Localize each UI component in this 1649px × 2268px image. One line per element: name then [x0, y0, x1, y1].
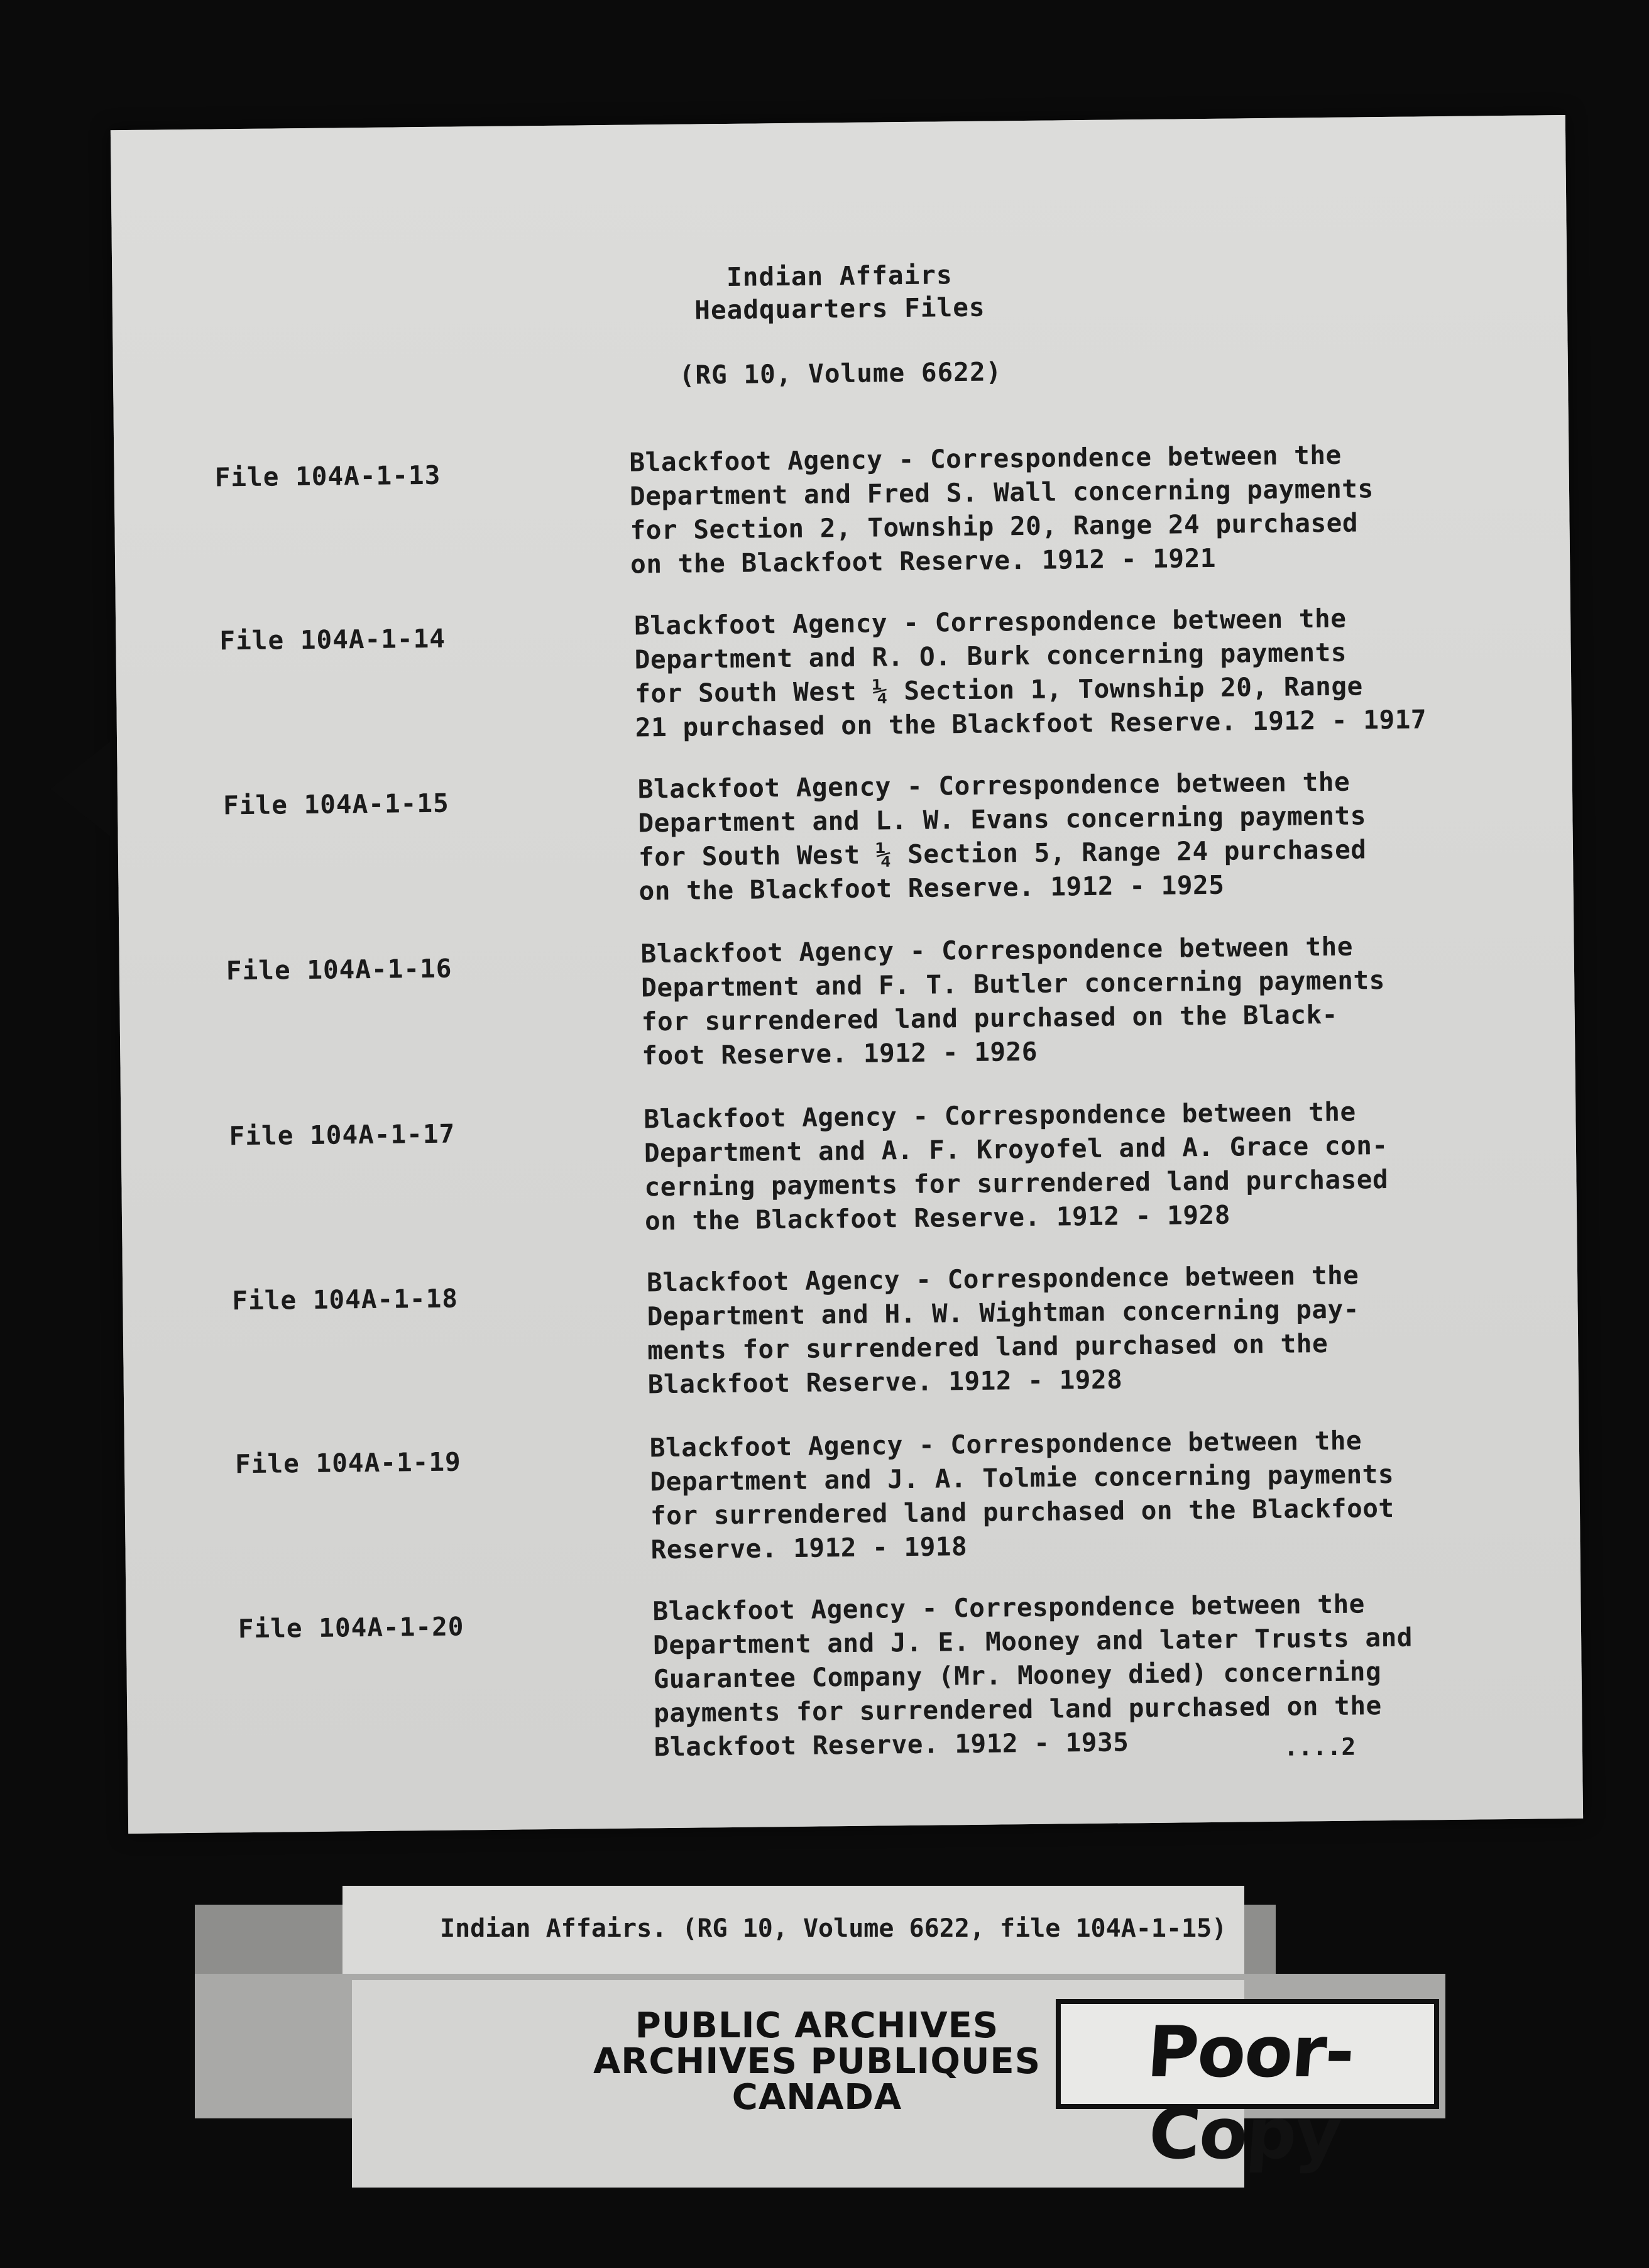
description-line: on the Blackfoot Reserve. 1912 - 1928	[644, 1199, 1231, 1236]
description-line: Department and J. E. Mooney and later Trusts and	[652, 1622, 1413, 1661]
header-title: Indian Affairs	[726, 260, 953, 292]
file-description	[634, 600, 1427, 744]
description-line: Blackfoot Agency - Correspondence between the	[637, 766, 1350, 805]
description-line: for surrendered land purchased on the Black-	[641, 999, 1339, 1037]
header-volume: (RG 10, Volume 6622)	[679, 356, 1002, 390]
poor-copy-note: Poor-Copy	[1144, 2012, 1356, 2175]
description-line: 21 purchased on the Blackfoot Reserve. 1912 - 1917	[635, 704, 1427, 743]
description-line: Department and L. W. Evans concerning payments	[638, 800, 1367, 839]
description-line: Blackfoot Reserve. 1912 - 1928	[647, 1364, 1123, 1400]
description-line: payments for surrendered land purchased on the	[654, 1690, 1382, 1729]
archive-stamp-line: ARCHIVES PUBLIQUES	[593, 2041, 1041, 2082]
description-line: Guarantee Company (Mr. Mooney died) concerning	[653, 1656, 1382, 1695]
file-description	[650, 1423, 1395, 1566]
description-line: on the Blackfoot Reserve. 1912 - 1925	[638, 869, 1225, 906]
description-line: Department and J. A. Tolmie concerning payments	[650, 1458, 1394, 1497]
description-line: Blackfoot Agency - Correspondence between the	[649, 1425, 1362, 1463]
description-line: Department and F. T. Butler concerning payments	[640, 965, 1386, 1003]
pointer-arrow-icon	[50, 742, 110, 836]
file-description	[644, 1094, 1389, 1238]
file-number: File 104A-1-19	[234, 1446, 461, 1480]
file-number: File 104A-1-20	[238, 1611, 464, 1644]
description-line: for Section 2, Township 20, Range 24 purchased	[630, 507, 1359, 546]
file-number: File 104A-1-13	[214, 460, 441, 493]
description-line: Blackfoot Agency - Correspondence between the	[629, 439, 1342, 478]
file-number: File 104A-1-15	[222, 788, 449, 821]
description-line: Blackfoot Agency - Correspondence between the	[646, 1260, 1359, 1298]
description-line: Blackfoot Agency - Correspondence between the	[640, 931, 1354, 969]
file-description	[640, 929, 1386, 1072]
description-line: Department and Fred S. Wall concerning payments	[629, 473, 1374, 512]
file-number: File 104A-1-18	[232, 1283, 459, 1316]
description-line: Department and A. F. Kroyofel and A. Grace con-	[644, 1130, 1388, 1169]
description-line: Blackfoot Agency - Correspondence between the	[652, 1588, 1366, 1627]
file-number: File 104A-1-16	[226, 953, 452, 986]
header-subtitle: Headquarters Files	[694, 292, 985, 326]
file-description	[629, 438, 1374, 581]
description-line: Department and R. O. Burk concerning payments	[634, 637, 1347, 675]
description-line: Department and H. W. Wightman concerning pay-	[647, 1294, 1360, 1332]
archive-stamp-line: CANADA	[731, 2077, 902, 2118]
description-line: Blackfoot Reserve. 1912 - 1935	[654, 1727, 1129, 1763]
description-line: for surrendered land purchased on the Blackfoot	[650, 1492, 1394, 1531]
description-line: Blackfoot Agency - Correspondence between the	[644, 1096, 1356, 1135]
file-number: File 104A-1-17	[229, 1118, 456, 1152]
description-line: on the Blackfoot Reserve. 1912 - 1921	[630, 542, 1217, 580]
document-page	[111, 115, 1583, 1834]
page-continuation: ....2	[1283, 1732, 1356, 1761]
description-line: foot Reserve. 1912 - 1926	[642, 1036, 1038, 1071]
reference-label: Indian Affairs. (RG 10, Volume 6622, file 104A-1-15)	[440, 1914, 1227, 1943]
archive-stamp-line: PUBLIC ARCHIVES	[635, 2005, 999, 2046]
file-number: File 104A-1-14	[219, 623, 446, 656]
description-line: ments for surrendered land purchased on the	[647, 1328, 1329, 1366]
description-line: Blackfoot Agency - Correspondence between the	[633, 603, 1347, 641]
file-description	[647, 1258, 1360, 1401]
description-line: cerning payments for surrendered land purchased	[644, 1164, 1389, 1203]
file-description	[638, 764, 1367, 908]
description-line: Reserve. 1912 - 1918	[650, 1531, 968, 1565]
description-line: for South West ¼ Section 5, Range 24 purchased	[638, 834, 1367, 873]
poor-copy-stamp	[1056, 1999, 1439, 2175]
description-line: for South West ¼ Section 1, Township 20, Range	[635, 671, 1363, 709]
